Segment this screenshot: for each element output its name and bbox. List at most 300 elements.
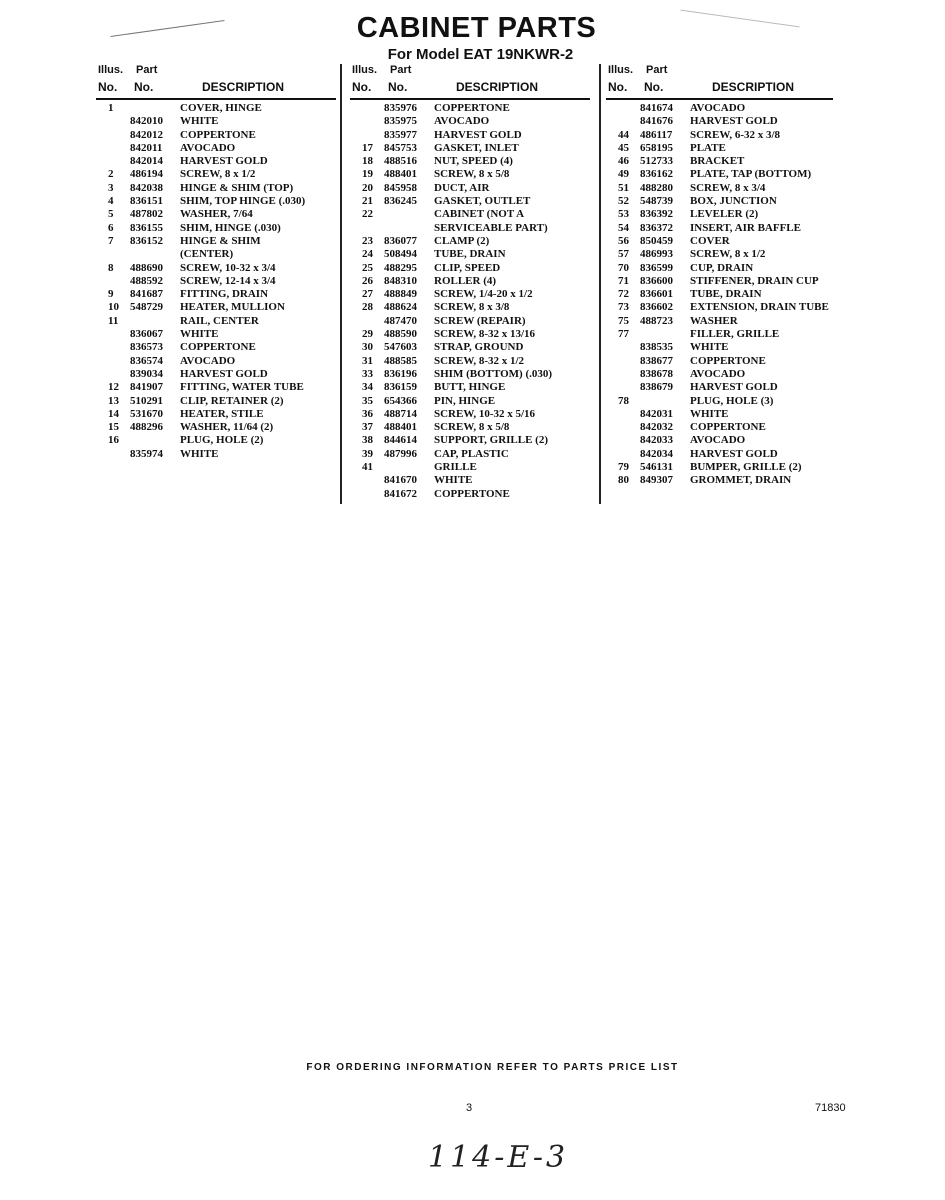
illus-number: 18: [362, 155, 373, 168]
part-description: COPPERTONE: [434, 102, 510, 114]
illus-number: 45: [618, 141, 629, 154]
part-description: SCREW, 8 x 5/8: [434, 168, 510, 181]
header-rule: [96, 98, 336, 100]
illus-number: 77: [618, 328, 629, 341]
part-number: 548729: [130, 301, 163, 314]
illus-number: 73: [618, 301, 629, 314]
header-no: No.: [352, 80, 372, 94]
header-rule: [606, 98, 833, 100]
part-description: COPPERTONE: [180, 128, 256, 141]
table-row: [362, 248, 590, 261]
part-number: 488849: [384, 288, 417, 301]
part-number: 835976: [384, 102, 417, 114]
table-row: [362, 461, 590, 474]
part-description: LEVELER (2): [690, 208, 759, 221]
header-part: Part: [646, 64, 668, 76]
part-number: 488401: [384, 168, 417, 181]
illus-number: 17: [362, 141, 373, 154]
part-description: SHIM, HINGE (.030): [180, 221, 281, 234]
illus-number: 70: [618, 261, 629, 274]
table-row: [108, 434, 336, 447]
part-description: HARVEST GOLD: [434, 128, 522, 141]
part-number: 835977: [384, 128, 417, 141]
table-row: [618, 222, 833, 235]
part-number: 836599: [640, 261, 673, 274]
table-row: [108, 395, 336, 408]
part-number: 849307: [640, 474, 673, 487]
part-description: GASKET, INLET: [434, 141, 519, 154]
table-row: [362, 434, 590, 447]
ordering-info-footer: FOR ORDERING INFORMATION REFER TO PARTS PRICE LIST: [306, 1062, 679, 1073]
part-number: 844614: [384, 434, 417, 447]
illus-number: 24: [362, 248, 373, 261]
illus-number: 75: [618, 314, 629, 327]
page-subtitle: For Model EAT 19NKWR-2: [387, 46, 574, 63]
part-description: AVOCADO: [690, 102, 746, 114]
part-description: HARVEST GOLD: [690, 381, 778, 394]
illus-number: 51: [618, 181, 629, 194]
header-no: No.: [608, 80, 628, 94]
part-number: 836162: [640, 168, 673, 181]
part-description: HARVEST GOLD: [690, 447, 778, 460]
table-row: [618, 448, 833, 461]
part-description: COVER, HINGE: [180, 102, 262, 114]
part-description: SCREW, 6-32 x 3/8: [690, 128, 781, 141]
illus-number: 56: [618, 234, 629, 247]
column-header-top: [98, 64, 336, 80]
part-description: (CENTER): [180, 248, 234, 261]
part-description: PLATE: [690, 141, 726, 154]
illus-number: 22: [362, 208, 373, 221]
part-description: WASHER, 11/64 (2): [180, 421, 274, 434]
part-description: HARVEST GOLD: [180, 155, 268, 168]
header-part-no: No.: [134, 80, 154, 94]
part-description: SHIM (BOTTOM) (.030): [434, 367, 553, 380]
part-description: WASHER, 7/64: [180, 208, 253, 221]
table-row: [108, 301, 336, 314]
part-description: BUMPER, GRILLE (2): [690, 461, 802, 474]
table-row: [362, 421, 590, 434]
table-row: [618, 155, 833, 168]
part-number: 836372: [640, 221, 673, 234]
table-row: [362, 142, 590, 155]
part-description: WHITE: [690, 407, 729, 420]
document-number: 71830: [815, 1102, 846, 1114]
part-number: 848310: [384, 274, 417, 287]
column-divider: [340, 64, 342, 504]
table-row: [108, 328, 336, 341]
page-number: 3: [466, 1102, 473, 1114]
part-description: PIN, HINGE: [434, 394, 496, 407]
part-number: 836155: [130, 221, 163, 234]
column-header-bottom: [608, 80, 833, 98]
table-row: [618, 315, 833, 328]
table-row: [108, 262, 336, 275]
illus-number: 8: [108, 261, 114, 274]
part-number: 487802: [130, 208, 163, 221]
part-description: CUP, DRAIN: [690, 261, 754, 274]
illus-number: 12: [108, 381, 119, 394]
table-row: [362, 168, 590, 181]
parts-column-2: [352, 64, 590, 501]
illus-number: 53: [618, 208, 629, 221]
illus-number: 25: [362, 261, 373, 274]
table-row: [108, 408, 336, 421]
part-number: 488690: [130, 261, 163, 274]
table-row: [108, 195, 336, 208]
part-number: 845753: [384, 141, 417, 154]
table-row: [362, 115, 590, 128]
part-description: SCREW, 1/4-20 x 1/2: [434, 288, 533, 301]
table-row: [618, 195, 833, 208]
table-row: [362, 448, 590, 461]
part-description: PLUG, HOLE (2): [180, 434, 264, 447]
table-row: [618, 129, 833, 142]
illus-number: 3: [108, 181, 114, 194]
part-description: GASKET, OUTLET: [434, 195, 531, 208]
part-description: CLAMP (2): [434, 234, 490, 247]
part-description: EXTENSION, DRAIN TUBE: [690, 301, 829, 314]
illus-number: 2: [108, 168, 114, 181]
part-number: 488590: [384, 328, 417, 341]
illus-number: 37: [362, 421, 373, 434]
part-description: HEATER, STILE: [180, 407, 264, 420]
illus-number: 7: [108, 234, 114, 247]
part-number: 838535: [640, 341, 673, 354]
illus-number: 72: [618, 288, 629, 301]
page-title: CABINET PARTS: [356, 12, 597, 44]
part-description: WHITE: [690, 341, 729, 354]
table-row: [618, 355, 833, 368]
part-number: 488401: [384, 421, 417, 434]
table-row: [618, 341, 833, 354]
part-number: 836574: [130, 354, 163, 367]
part-number: 487470: [384, 314, 417, 327]
table-row: [362, 301, 590, 314]
table-row: [108, 115, 336, 128]
part-number: 836601: [640, 288, 673, 301]
part-number: 488624: [384, 301, 417, 314]
illus-number: 49: [618, 168, 629, 181]
part-number: 842034: [640, 447, 673, 460]
part-number: 850459: [640, 234, 673, 247]
table-row: [108, 208, 336, 221]
illus-number: 28: [362, 301, 373, 314]
illus-number: 4: [108, 195, 114, 208]
part-description: SCREW, 8 x 3/4: [690, 181, 766, 194]
part-number: 488280: [640, 181, 673, 194]
part-description: NUT, SPEED (4): [434, 155, 513, 168]
header-part-no: No.: [644, 80, 664, 94]
header-part: Part: [136, 64, 158, 76]
illus-number: 54: [618, 221, 629, 234]
part-description: AVOCADO: [434, 115, 490, 128]
part-description: TUBE, DRAIN: [434, 248, 506, 261]
part-number: 835975: [384, 115, 417, 128]
illus-number: 36: [362, 407, 373, 420]
table-row: [362, 275, 590, 288]
parts-column-3: [608, 64, 833, 488]
part-description: SHIM, TOP HINGE (.030): [180, 195, 306, 208]
illus-number: 21: [362, 195, 373, 208]
part-number: 836151: [130, 195, 163, 208]
column-header-bottom: [98, 80, 336, 98]
table-row: [362, 381, 590, 394]
part-description: HEATER, MULLION: [180, 301, 285, 314]
part-description: RAIL, CENTER: [180, 314, 259, 327]
column-header-bottom: [352, 80, 590, 98]
part-description: DUCT, AIR: [434, 181, 490, 194]
table-row: [618, 421, 833, 434]
table-row: [108, 142, 336, 155]
part-description: PLUG, HOLE (3): [690, 394, 774, 407]
part-number: 836573: [130, 341, 163, 354]
part-number: 841676: [640, 115, 673, 128]
header-illus: Illus.: [98, 64, 124, 76]
part-number: 845958: [384, 181, 417, 194]
table-row: [618, 208, 833, 221]
part-description: AVOCADO: [690, 367, 746, 380]
illus-number: 9: [108, 288, 114, 301]
part-description: HARVEST GOLD: [690, 115, 778, 128]
header-description: DESCRIPTION: [712, 80, 795, 94]
part-description: TUBE, DRAIN: [690, 288, 762, 301]
illus-number: 27: [362, 288, 373, 301]
illus-number: 30: [362, 341, 373, 354]
part-number: 836602: [640, 301, 673, 314]
part-description: WHITE: [180, 447, 219, 460]
table-row: [618, 461, 833, 474]
illus-number: 41: [362, 461, 373, 474]
part-number: 836077: [384, 234, 417, 247]
part-number: 842014: [130, 155, 163, 168]
part-description: HINGE & SHIM (TOP): [180, 181, 294, 194]
part-description: CLIP, SPEED: [434, 261, 501, 274]
table-row: [618, 434, 833, 447]
table-row: [618, 301, 833, 314]
table-row: [618, 408, 833, 421]
part-description: ROLLER (4): [434, 274, 497, 287]
part-number: 531670: [130, 407, 163, 420]
part-number: 839034: [130, 367, 163, 380]
part-description: SCREW, 10-32 x 5/16: [434, 407, 536, 420]
part-description: CAP, PLASTIC: [434, 447, 509, 460]
part-number: 488723: [640, 314, 673, 327]
part-description: SCREW, 8 x 3/8: [434, 301, 510, 314]
table-row: [618, 368, 833, 381]
part-description: BUTT, HINGE: [434, 381, 506, 394]
part-description: SCREW, 10-32 x 3/4: [180, 261, 276, 274]
table-row: [618, 168, 833, 181]
table-row: [108, 275, 336, 288]
column-divider: [599, 64, 601, 504]
illus-number: 78: [618, 394, 629, 407]
part-description: PLATE, TAP (BOTTOM): [690, 168, 812, 181]
header-part: Part: [390, 64, 412, 76]
part-number: 836392: [640, 208, 673, 221]
part-number: 836245: [384, 195, 417, 208]
illus-number: 71: [618, 274, 629, 287]
part-description: COPPERTONE: [690, 421, 766, 434]
illus-number: 34: [362, 381, 373, 394]
illus-number: 19: [362, 168, 373, 181]
illus-number: 29: [362, 328, 373, 341]
part-number: 835974: [130, 447, 163, 460]
illus-number: 38: [362, 434, 373, 447]
illus-number: 52: [618, 195, 629, 208]
part-number: 842038: [130, 181, 163, 194]
table-row: [618, 142, 833, 155]
part-number: 842032: [640, 421, 673, 434]
illus-number: 16: [108, 434, 119, 447]
part-number: 842012: [130, 128, 163, 141]
part-description: INSERT, AIR BAFFLE: [690, 221, 801, 234]
table-row: [362, 368, 590, 381]
illus-number: 1: [108, 102, 114, 114]
part-description: SCREW, 12-14 x 3/4: [180, 274, 276, 287]
table-row: [362, 262, 590, 275]
table-row: [108, 248, 336, 261]
table-row: [618, 381, 833, 394]
part-number: 842033: [640, 434, 673, 447]
part-number: 841687: [130, 288, 163, 301]
part-description: WASHER: [690, 314, 738, 327]
part-number: 488592: [130, 274, 163, 287]
table-row: [362, 341, 590, 354]
part-number: 508494: [384, 248, 417, 261]
table-row: [108, 129, 336, 142]
table-row: [108, 155, 336, 168]
part-number: 548739: [640, 195, 673, 208]
part-description: HARVEST GOLD: [180, 367, 268, 380]
part-number: 836196: [384, 367, 417, 380]
part-description: HINGE & SHIM: [180, 234, 261, 247]
header-description: DESCRIPTION: [202, 80, 285, 94]
part-description: CLIP, RETAINER (2): [180, 394, 284, 407]
table-row: [618, 262, 833, 275]
handwritten-note: 114-E-3: [428, 1140, 569, 1175]
part-number: 836159: [384, 381, 417, 394]
table-row: [362, 155, 590, 168]
illus-number: 20: [362, 181, 373, 194]
table-row: [108, 288, 336, 301]
header-description: DESCRIPTION: [456, 80, 539, 94]
table-row: [362, 355, 590, 368]
table-row: [108, 168, 336, 181]
table-row: [362, 395, 590, 408]
part-number: 841672: [384, 487, 417, 500]
illus-number: 80: [618, 474, 629, 487]
part-number: 838678: [640, 367, 673, 380]
table-row: [618, 474, 833, 487]
table-row: [108, 368, 336, 381]
part-number: 841670: [384, 474, 417, 487]
table-row: [108, 381, 336, 394]
part-description: FITTING, WATER TUBE: [180, 381, 304, 394]
table-row: [362, 182, 590, 195]
part-description: GRILLE: [434, 461, 477, 474]
part-number: 488585: [384, 354, 417, 367]
part-description: COPPERTONE: [434, 487, 510, 500]
illus-number: 13: [108, 394, 119, 407]
illus-number: 31: [362, 354, 373, 367]
table-row: [362, 222, 590, 235]
table-row: [362, 488, 590, 501]
part-description: STIFFENER, DRAIN CUP: [690, 274, 819, 287]
part-description: GROMMET, DRAIN: [690, 474, 792, 487]
parts-column-1: [98, 64, 336, 461]
table-row: [362, 288, 590, 301]
part-number: 836600: [640, 274, 673, 287]
table-row: [362, 328, 590, 341]
column-header-top: [608, 64, 833, 80]
column-header-top: [352, 64, 590, 80]
table-row: [108, 341, 336, 354]
illus-number: 5: [108, 208, 114, 221]
illus-number: 10: [108, 301, 119, 314]
table-row: [362, 208, 590, 221]
part-number: 842031: [640, 407, 673, 420]
illus-number: 26: [362, 274, 373, 287]
part-description: SCREW, 8 x 1/2: [690, 248, 766, 261]
table-row: [108, 355, 336, 368]
part-number: 488296: [130, 421, 163, 434]
table-row: [618, 248, 833, 261]
part-description: AVOCADO: [690, 434, 746, 447]
part-number: 836067: [130, 328, 163, 341]
table-row: [108, 235, 336, 248]
part-number: 488295: [384, 261, 417, 274]
part-description: AVOCADO: [180, 354, 236, 367]
table-row: [618, 275, 833, 288]
header-illus: Illus.: [352, 64, 378, 76]
illus-number: 44: [618, 128, 629, 141]
part-description: FILLER, GRILLE: [690, 328, 780, 341]
illus-number: 57: [618, 248, 629, 261]
part-number: 488714: [384, 407, 417, 420]
illus-number: 11: [108, 314, 119, 327]
part-description: SCREW, 8-32 x 1/2: [434, 354, 525, 367]
part-number: 487996: [384, 447, 417, 460]
part-description: BRACKET: [690, 155, 745, 168]
illus-number: 15: [108, 421, 119, 434]
part-description: SERVICEABLE PART): [434, 221, 548, 234]
part-description: FITTING, DRAIN: [180, 288, 269, 301]
table-row: [618, 102, 833, 115]
part-description: STRAP, GROUND: [434, 341, 524, 354]
illus-number: 35: [362, 394, 373, 407]
part-number: 546131: [640, 461, 673, 474]
table-row: [618, 288, 833, 301]
table-row: [362, 102, 590, 115]
illus-number: 46: [618, 155, 629, 168]
part-description: CABINET (NOT A: [434, 208, 525, 221]
part-number: 842011: [130, 141, 163, 154]
part-number: 510291: [130, 394, 163, 407]
part-number: 654366: [384, 394, 417, 407]
part-description: COVER: [690, 234, 730, 247]
table-row: [618, 395, 833, 408]
illus-number: 33: [362, 367, 373, 380]
part-number: 486117: [640, 128, 673, 141]
table-row: [108, 448, 336, 461]
illus-number: 39: [362, 447, 373, 460]
part-description: COPPERTONE: [180, 341, 256, 354]
illus-number: 23: [362, 234, 373, 247]
table-row: [618, 182, 833, 195]
part-description: BOX, JUNCTION: [690, 195, 777, 208]
illus-number: 79: [618, 461, 629, 474]
